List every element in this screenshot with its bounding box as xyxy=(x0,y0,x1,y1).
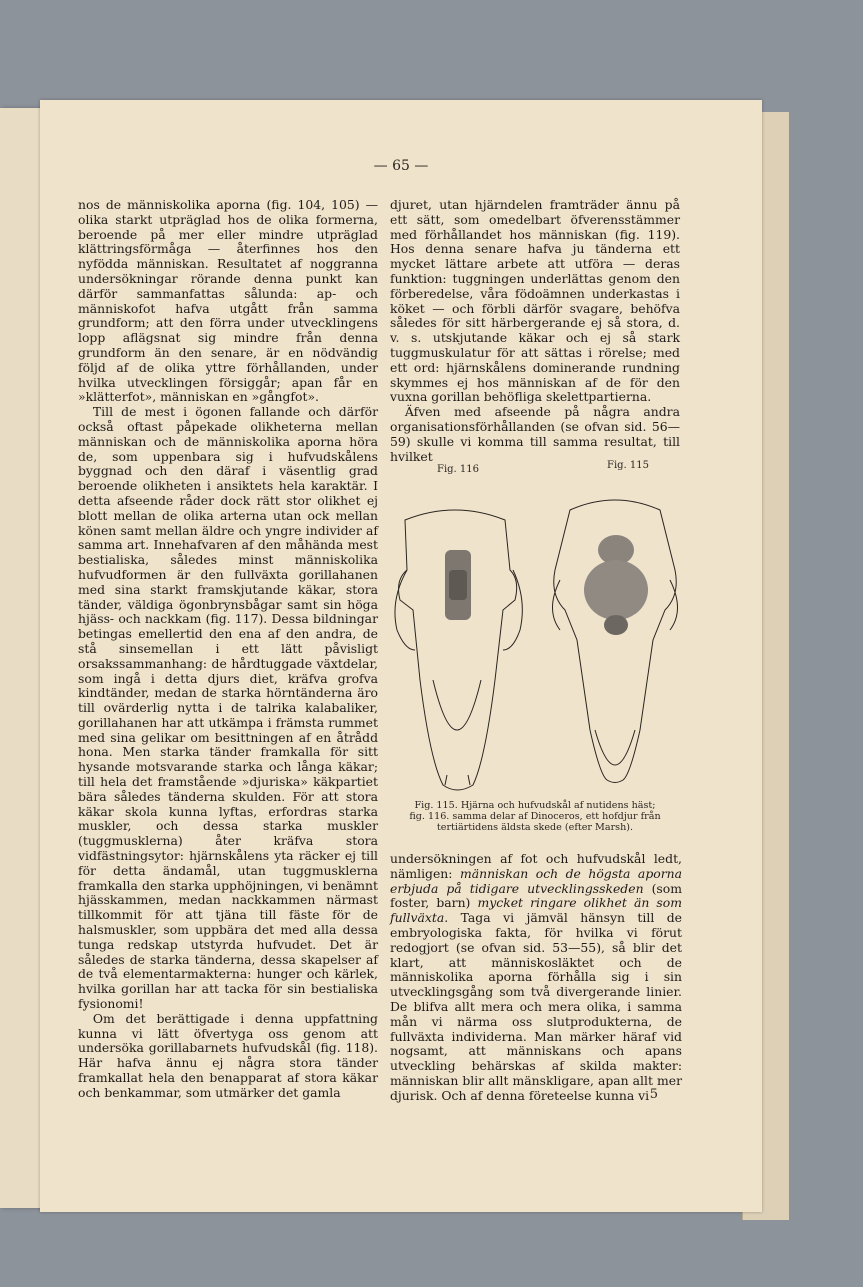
right-column-bottom xyxy=(390,852,682,1104)
text-run: undersökningen af fot och hufvudskål ledt, nämligen: xyxy=(390,851,682,881)
paragraph: djuret, utan hjärndelen framträder ännu på ett sätt, som omedelbart öfverensstämmer med förhållandet hos människan (fig. 119). Hos denna senare hafva ju tänderna ett mycket lättare arbete att utföra — deras funktion: tuggningen underlättas genom den förberedelse, våra födoämnen underkastas i köket — och förbli därför svagare, behöfva således för sitt härbergerande ej så stora, d. v. s. utskjutande käkar och ej så stark tuggmuskulatur för att sättas i rörelse; med ett ord: hjärnskålens dominerande rundning skymmes ej hos människan af de för den vuxna gorillan behöfliga skelettpartierna. xyxy=(390,197,680,405)
text-run: Taga vi jämväl hänsyn till de embryologiska fakta, för hvilka vi förut redogjort (se ofvan sid. 53—55), så blir det klart, att människosläktet och de människolika aporna förhålla sig i sin utvecklingsgång som två divergerande linier. De blifva allt mera och mera olika, i samma mån vi närma oss slutprodukterna, de fullväxta individerna. Man märker häraf vid nogsamt, att människans och apans utveckling behärskas af skilda makter: människan blir allt mänskligare, apan allt mer djurisk. Och af denna företeelse kunna vi xyxy=(390,910,682,1103)
paragraph: Till de mest i ögonen fallande och därför också oftast påpekade olikheterna mellan människan och de människolika aporna höra de, som uppenbara sig i hufvudskålens byggnad och den däraf i väsentlig grad beroende olikheten i ansiktets hela karaktär. I detta afseende råder dock rätt stor olikhet ej blott mellan de olika arterna utan ock mellan könen samt mellan äldre och yngre individer af samma art. Innehafvaren af den måhända mest bestialiska, således minst människolika hufvudformen är den fullväxta gorillahanen med sina starkt framskjutande käkar, stora tänder, väldiga ögonbrynsbågar samt sin höga hjäss- och nackkam (fig. 117). Dessa bildningar betingas emellertid den ena af den andra, de stå sinsemellan i ett lätt påvisligt orsakssammanhang: de hårdtuggade växtdelar, som ingå i detta djurs diet, kräfva grofva kindtänder, medan de starka hörntänderna äro till ovärderlig nytta i de talrika kalabaliker, gorillahanen har att utkämpa i främsta rummet med sina gelikar om besittningen af en åtrådd hona. Men starka tänder framkalla för sitt hysande motsvarande starka och långa käkar; till hela det framstående »djuriska» käkpartiet bära således tänderna skulden. För att stora käkar skola kunna lyftas, erfordras starka muskler, och dessa starka muskler (tuggmusklerna) åter kräfva stora vidfästningsytor: hjärnskålens yta räcker ej till för detta ändamål, utan tuggmusklerna framkalla den starka upphöjningen, vi benämnt hjässkammen, medan nackkammen närmast tillkommit för att tjäna till fäste för de halsmuskler, som uppbära det med alla dessa tunga redskap utstyrda hufvudet. Det är således de starka tänderna, dessa skapelser af de två elementarmakterna: hunger och kärlek, hvilka gorillan har att tacka för sin bestialiska fysionomi! xyxy=(78,404,378,1012)
paragraph: Äfven med afseende på några andra organisationsförhållanden (se ofvan sid. 56—59) skulle vi komma till samma resultat, till hvilket xyxy=(390,404,680,464)
paragraph: nos de människolika aporna (fig. 104, 105) — olika starkt utpräglad hos de olika formerna, beroende på mer eller mindre utpräglad klättringsförmåga — återfinnes hos den nyfödda människan. Resultatet af noggranna undersökningar rörande denna punkt kan därför sammanfattas sålunda: ap- och människofot hafva utgått från samma grundform; att den förra under utvecklingens lopp aflägsnat sig mindre från denna grundform än den senare, är en nödvändig följd af de olika yttre förhållanden, under hvilka utvecklingen försiggår; apan får en »klätterfot», människan en »gångfot». xyxy=(78,197,378,405)
right-column-top xyxy=(390,198,680,464)
paragraph: Om det berättigade i denna uppfattning kunna vi lätt öfvertyga oss genom att undersöka gorillabarnets hufvudskål (fig. 118). Här hafva ännu ej några stora tänder framkallat hela den benapparat af stora käkar och benkammar, som utmärker det gamla xyxy=(78,1010,378,1100)
emphasis: mycket ringare olikhet än som fullväxta. xyxy=(390,895,683,926)
paragraph xyxy=(390,852,682,1104)
caption-line: tertiärtidens äldsta skede (efter Marsh). xyxy=(436,822,634,833)
horse-brain-cast xyxy=(584,535,648,635)
skull-figures xyxy=(385,452,685,832)
caption-line: Fig. 115. Hjärna och hufvudskål af nutidens häst; xyxy=(414,800,656,811)
caption-line: fig. 116. samma delar af Dinoceros, ett hofdjur från xyxy=(409,811,661,822)
figure-caption xyxy=(385,800,685,833)
folio-number: 5 xyxy=(649,1087,658,1102)
emphasis: människan och de högsta aporna erbjuda på tidigare utvecklingsskeden xyxy=(390,865,682,896)
previous-page-edge xyxy=(0,108,42,1208)
text-run: (som foster, barn) xyxy=(390,880,683,911)
dinoceros-brain-cast xyxy=(445,550,471,620)
left-column xyxy=(78,198,378,1101)
fig-115-label: Fig. 115 xyxy=(607,460,649,471)
page-number: — 65 — xyxy=(373,158,429,174)
fig-116-label: Fig. 116 xyxy=(437,464,479,475)
skull-illustrations xyxy=(385,480,685,810)
book-page xyxy=(40,100,762,1212)
